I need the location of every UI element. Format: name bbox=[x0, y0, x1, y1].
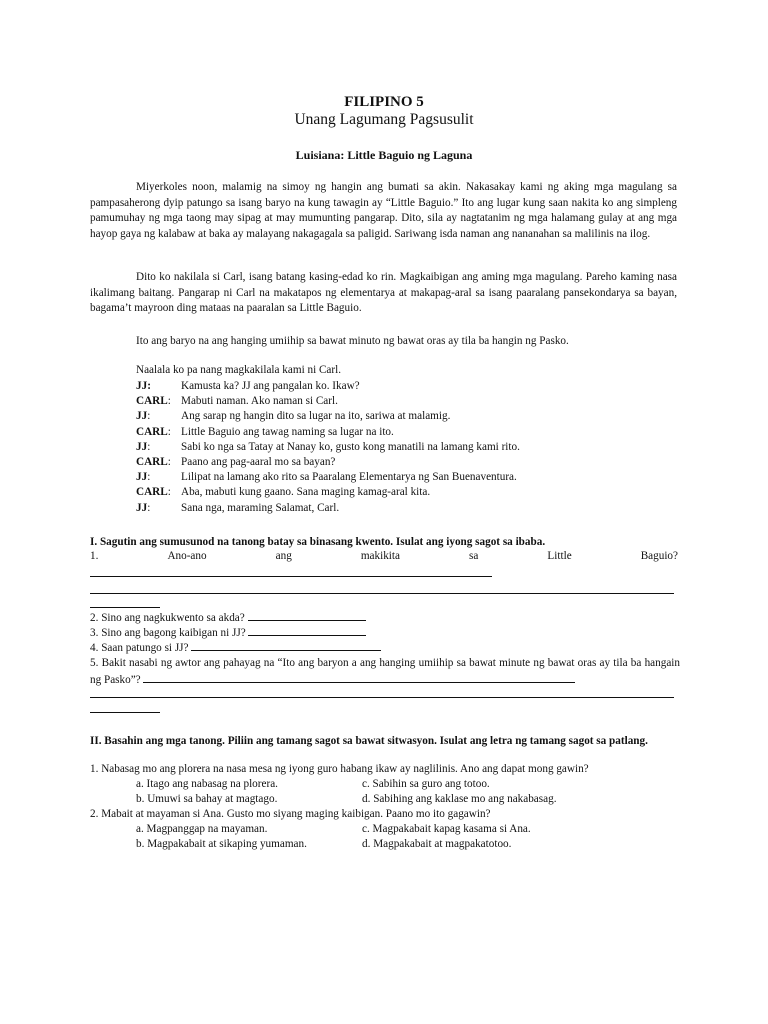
dialogue-text: Mabuti naman. Ako naman si Carl. bbox=[181, 395, 338, 408]
speaker-name: JJ bbox=[136, 410, 148, 423]
section-2-heading: II. Basahin ang mga tanong. Piliin ang tamang sagot sa bawat sitwasyon. Isulat ang letra ng tamang sagot sa patlang. bbox=[90, 735, 648, 747]
speaker-name: JJ bbox=[136, 440, 148, 453]
q1-word: Ano-ano bbox=[167, 550, 207, 562]
question-text: 2. Sino ang nagkukwento sa akda? bbox=[90, 612, 245, 624]
story-paragraph-3: Ito ang baryo na ang hanging umiihip sa bawat minuto ng bawat oras ay tila ba hangin ng Pasko. bbox=[136, 335, 569, 347]
question-1-4 bbox=[90, 639, 381, 656]
answer-line[interactable] bbox=[143, 671, 575, 683]
question-text: 4. Saan patungo si JJ? bbox=[90, 642, 189, 654]
speaker-separator: : bbox=[147, 410, 151, 423]
question-2-1-options bbox=[136, 777, 557, 807]
speaker-separator: : bbox=[167, 486, 171, 499]
answer-line[interactable] bbox=[90, 697, 674, 698]
dialogue-line bbox=[136, 394, 520, 409]
question-text: 3. Sino ang bagong kaibigan ni JJ? bbox=[90, 627, 246, 639]
option-c: c. Magpakabait kapag kasama si Ana. bbox=[362, 823, 531, 835]
dialogue-text: Sana nga, maraming Salamat, Carl. bbox=[181, 501, 340, 514]
q1-word: Little bbox=[547, 550, 572, 562]
dialogue-text: Little Baguio ang tawag naming sa lugar na ito. bbox=[181, 425, 394, 438]
speaker-name: CARL bbox=[136, 455, 168, 468]
dialogue-text: Kamusta ka? JJ ang pangalan ko. Ikaw? bbox=[181, 380, 360, 392]
speaker-name: CARL bbox=[136, 486, 168, 499]
speaker-name: JJ bbox=[136, 471, 148, 484]
dialogue-text: Ang sarap ng hangin dito sa lugar na ito, sariwa at malamig. bbox=[181, 410, 451, 423]
dialogue-line bbox=[136, 455, 520, 470]
dialogue-line bbox=[136, 501, 520, 516]
page-subtitle: Unang Lagumang Pagsusulit bbox=[294, 111, 474, 128]
q1-word: Baguio? bbox=[640, 550, 678, 562]
dialogue-intro: Naalala ko pa nang magkakilala kami ni Carl. bbox=[136, 364, 342, 376]
dialogue-line bbox=[136, 440, 520, 455]
option-a: a. Magpanggap na mayaman. bbox=[136, 823, 268, 835]
dialogue-text: Sabi ko nga sa Tatay at Nanay ko, gusto kong manatili na lamang kami rito. bbox=[181, 440, 520, 453]
dialogue-line bbox=[136, 379, 520, 394]
question-1-5 bbox=[90, 656, 680, 688]
option-b: b. Magpakabait at sikaping yumaman. bbox=[136, 838, 307, 850]
q1-word: makikita bbox=[360, 550, 400, 562]
question-2-2: 2. Mabait at mayaman si Ana. Gusto mo siyang maging kaibigan. Paano mo ito gagawin? bbox=[90, 808, 491, 820]
answer-line[interactable] bbox=[90, 607, 160, 608]
question-text: 5. Bakit nasabi ng awtor ang pahayag na “Ito ang baryon a ang hanging umiihip sa bawat minute ng bawat oras ay tila ba hangain ng Pasko”? bbox=[90, 657, 680, 686]
speaker-separator: : bbox=[147, 440, 151, 453]
speaker-separator: : bbox=[147, 380, 151, 392]
page-title: FILIPINO 5 bbox=[344, 94, 424, 110]
answer-line[interactable] bbox=[90, 593, 674, 594]
story-paragraph-1: Miyerkoles noon, malamig na simoy ng hangin ang bumati sa akin. Nakasakay kami ng aking mga magulang sa pampasaherong dyip patungo sa isang baryo na kung tawagin ay “Little Baguio.” Ito ang lugar kung saan nakita ko ang simpleng pamumuhay ng mga taong may sipag at may mumunting pangarap. Dito, sila ay nagtatanim ng mga halamang gulay at ang mga hayop gaya ng kalabaw at baka ay malayang nakagagala sa paligid. Sariwang isda naman ang nananahan sa malilinis na ilog. bbox=[90, 181, 677, 240]
answer-line[interactable] bbox=[191, 639, 381, 651]
question-1-1 bbox=[90, 549, 678, 564]
speaker-name: CARL bbox=[136, 395, 168, 408]
option-d: d. Sabihing ang kaklase mo ang nakabasag. bbox=[362, 793, 557, 805]
dialogue-line bbox=[136, 485, 520, 500]
dialogue-line bbox=[136, 409, 520, 424]
option-c: c. Sabihin sa guro ang totoo. bbox=[362, 778, 490, 790]
speaker-separator: : bbox=[167, 395, 171, 408]
q1-word: sa bbox=[469, 550, 479, 562]
option-d: d. Magpakabait at magpakatotoo. bbox=[362, 838, 512, 850]
option-b: b. Umuwi sa bahay at magtago. bbox=[136, 793, 278, 805]
dialogue bbox=[136, 379, 520, 516]
q1-word: 1. bbox=[90, 550, 99, 562]
answer-line[interactable] bbox=[90, 576, 492, 577]
q1-word: ang bbox=[275, 550, 292, 562]
speaker-name: JJ bbox=[136, 501, 148, 514]
story-paragraph-2: Dito ko nakilala si Carl, isang batang kasing-edad ko rin. Magkaibigan ang aming mga magulang. Pareho kaming nasa ikalimang baitang. Pangarap ni Carl na makatapos ng elementarya at makapag-aral sa isang paaralang pansekondarya sa bayan, bagama’t mayroon ding mataas na paaralan sa Little Baguio. bbox=[90, 271, 677, 314]
speaker-name: JJ bbox=[136, 380, 148, 392]
section-1-heading: I. Sagutin ang sumusunod na tanong batay sa binasang kwento. Isulat ang iyong sagot sa ibaba. bbox=[90, 536, 546, 548]
dialogue-text: Lilipat na lamang ako rito sa Paaralang Elementarya ng San Buenaventura. bbox=[181, 471, 517, 484]
speaker-name: CARL bbox=[136, 425, 168, 438]
speaker-separator: : bbox=[147, 471, 151, 484]
answer-line[interactable] bbox=[90, 712, 160, 713]
dialogue-line bbox=[136, 425, 520, 440]
question-2-2-options bbox=[136, 822, 531, 852]
answer-line[interactable] bbox=[248, 624, 366, 636]
story-title: Luisiana: Little Baguio ng Laguna bbox=[295, 148, 473, 162]
speaker-separator: : bbox=[147, 501, 151, 514]
speaker-separator: : bbox=[167, 425, 171, 438]
option-a: a. Itago ang nabasag na plorera. bbox=[136, 778, 278, 790]
answer-line[interactable] bbox=[248, 609, 366, 621]
dialogue-text: Aba, mabuti kung gaano. Sana maging kamag-aral kita. bbox=[181, 486, 431, 499]
dialogue-line bbox=[136, 470, 520, 485]
speaker-separator: : bbox=[167, 455, 171, 468]
dialogue-text: Paano ang pag-aaral mo sa bayan? bbox=[181, 455, 336, 468]
question-2-1: 1. Nabasag mo ang plorera na nasa mesa ng iyong guro habang ikaw ay naglilinis. Ano ang dapat mong gawin? bbox=[90, 763, 589, 775]
